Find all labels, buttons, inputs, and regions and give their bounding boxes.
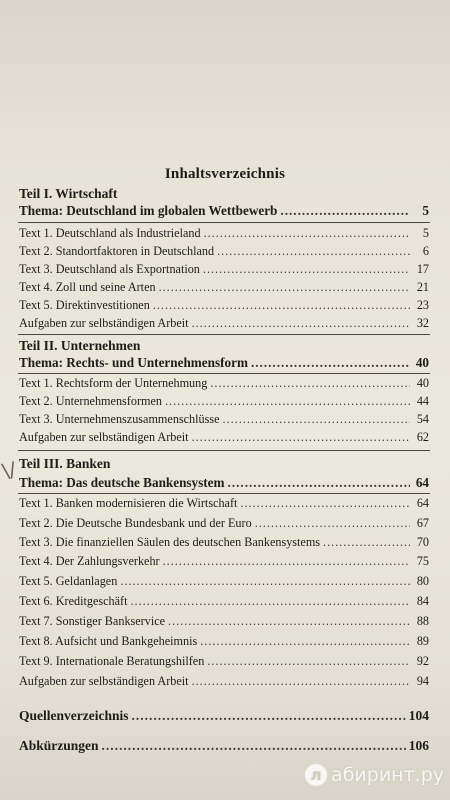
page-number: 21 <box>416 280 429 294</box>
entry-label: Text 4. Zoll und seine Arten <box>19 280 156 294</box>
leader-dots <box>204 226 410 241</box>
toc-entry <box>19 535 429 551</box>
page-number: 104 <box>408 708 429 723</box>
page-number: 40 <box>416 376 429 390</box>
leader-dots <box>120 574 410 589</box>
entry-label: Text 3. Deutschland als Exportnation <box>19 262 200 276</box>
toc-entry <box>19 516 429 532</box>
page-number: 32 <box>416 316 429 330</box>
page-number: 23 <box>416 298 429 312</box>
page-number: 17 <box>416 262 429 276</box>
entry-label: Abkürzungen <box>19 738 99 753</box>
watermark <box>305 764 444 786</box>
entry-label: Aufgaben zur selbständigen Arbeit <box>19 674 189 688</box>
toc-entry <box>19 280 429 296</box>
entry-label: Text 9. Internationale Beratungshilfen <box>19 654 205 668</box>
theme-row <box>19 203 429 219</box>
toc-title: Inhaltsverzeichnis <box>164 166 286 182</box>
divider <box>18 493 430 494</box>
page-number: 5 <box>422 203 429 218</box>
part-heading: Teil I. Wirtschaft <box>19 186 118 201</box>
page-number: 92 <box>416 654 429 668</box>
leader-dots <box>131 708 405 724</box>
divider <box>18 450 430 451</box>
toc-entry <box>19 574 429 590</box>
leader-dots <box>223 412 410 427</box>
page-number: 6 <box>422 244 429 258</box>
entry-label: Quellenverzeichnis <box>19 708 129 723</box>
entry-label: Text 6. Kreditgeschäft <box>19 594 128 608</box>
toc-entry <box>19 244 429 260</box>
leader-dots <box>159 280 410 295</box>
toc-entry <box>19 412 429 428</box>
theme-row <box>19 355 429 371</box>
entry-label: Text 7. Sonstiger Bankservice <box>19 614 166 628</box>
leader-dots <box>217 244 410 259</box>
leader-dots <box>251 355 410 371</box>
toc-entry <box>19 298 429 314</box>
page-number: 54 <box>416 412 429 426</box>
toc-entry <box>19 430 429 446</box>
toc-entry <box>19 614 429 630</box>
leader-dots <box>165 394 410 409</box>
entry-label: Text 2. Standortfaktoren in Deutschland <box>19 244 215 258</box>
leader-dots <box>192 430 410 445</box>
leader-dots <box>200 634 410 649</box>
toc-entry <box>19 634 429 650</box>
toc-entry <box>19 316 429 332</box>
leader-dots <box>130 594 410 609</box>
page-number: 40 <box>415 355 429 370</box>
leader-dots <box>168 614 410 629</box>
toc-entry <box>19 394 429 410</box>
entry-label: Text 8. Aufsicht und Bankgeheimnis <box>19 634 198 648</box>
entry-label: Aufgaben zur selbständigen Arbeit <box>19 430 189 444</box>
page-number: 94 <box>416 674 429 688</box>
leader-dots <box>192 674 410 689</box>
entry-label: Text 5. Direktinvestitionen <box>19 298 150 312</box>
entry-label: Text 3. Unternehmenszusammenschlüsse <box>19 412 220 426</box>
leader-dots <box>280 203 410 219</box>
page-number: 5 <box>422 226 429 240</box>
leader-dots <box>203 262 410 277</box>
page-number: 64 <box>416 496 429 510</box>
page-number: 44 <box>416 394 429 408</box>
page-number: 80 <box>416 574 429 588</box>
leader-dots <box>210 376 410 391</box>
toc-entry <box>19 674 429 690</box>
divider <box>18 222 430 223</box>
page-number: 84 <box>416 594 429 608</box>
leader-dots <box>153 298 410 313</box>
leader-dots <box>323 535 410 550</box>
toc-entry-abbreviations <box>19 738 429 754</box>
theme-label: Thema: Das deutsche Bankensystem <box>19 475 225 490</box>
part-heading: Teil III. Banken <box>19 456 111 471</box>
pencil-checkmark: \/ <box>0 456 19 484</box>
entry-label: Text 1. Rechtsform der Unternehmung <box>19 376 208 390</box>
leader-dots <box>192 316 410 331</box>
page-number: 62 <box>416 430 429 444</box>
page-number: 106 <box>408 738 429 753</box>
toc-entry <box>19 554 429 570</box>
entry-label: Text 1. Deutschland als Industrieland <box>19 226 201 240</box>
toc-entry <box>19 594 429 610</box>
theme-label: Thema: Deutschland im globalen Wettbewerb <box>19 203 278 218</box>
leader-dots <box>207 654 410 669</box>
toc-entry <box>19 654 429 670</box>
entry-label: Text 1. Banken modernisieren die Wirtschaft <box>19 496 238 510</box>
leader-dots <box>240 496 410 511</box>
toc-entry <box>19 226 429 242</box>
theme-label: Thema: Rechts- und Unternehmensform <box>19 355 248 370</box>
theme-row <box>19 475 429 491</box>
toc-entry <box>19 496 429 512</box>
leader-dots <box>163 554 410 569</box>
page-number: 64 <box>415 475 429 490</box>
toc-entry-sources <box>19 708 429 724</box>
entry-label: Text 2. Unternehmensformen <box>19 394 162 408</box>
toc-entry <box>19 262 429 278</box>
page-number: 70 <box>416 535 429 549</box>
entry-label: Text 3. Die finanziellen Säulen des deutschen Bankensystems <box>19 535 321 549</box>
page-number: 67 <box>416 516 429 530</box>
page-number: 89 <box>416 634 429 648</box>
entry-label: Aufgaben zur selbständigen Arbeit <box>19 316 189 330</box>
page-number: 75 <box>416 554 429 568</box>
page-number: 88 <box>416 614 429 628</box>
divider <box>18 334 430 335</box>
labirint-logo-icon: л <box>305 764 327 786</box>
leader-dots <box>228 475 410 491</box>
entry-label: Text 4. Der Zahlungsverkehr <box>19 554 160 568</box>
divider <box>18 373 430 374</box>
leader-dots <box>255 516 410 531</box>
part-heading: Teil II. Unternehmen <box>19 338 141 353</box>
watermark-text: абиринт.ру <box>331 764 444 786</box>
toc-entry <box>19 376 429 392</box>
entry-label: Text 2. Die Deutsche Bundesbank und der Euro <box>19 516 252 530</box>
leader-dots <box>102 738 406 754</box>
entry-label: Text 5. Geldanlagen <box>19 574 118 588</box>
